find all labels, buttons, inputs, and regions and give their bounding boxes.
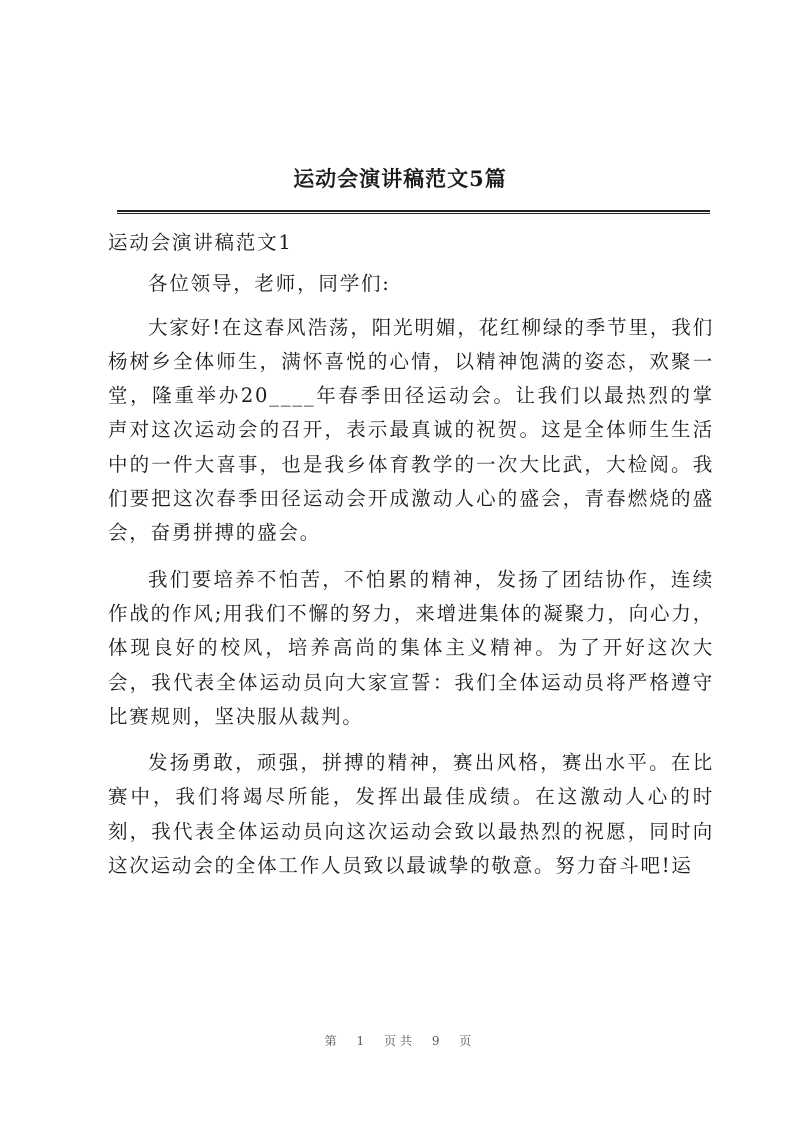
footer-page-label: 第 — [324, 1034, 341, 1048]
document-body — [108, 226, 714, 895]
paragraph: 发扬勇敢，顽强，拼搏的精神，赛出风格，赛出水平。在比赛中，我们将竭尽所能，发挥出最佳成绩。在这激动人心的时刻，我代表全体运动员向这次运动会致以最热烈的祝愿，同时向这次运动会的全体工作人员致以最诚挚的敬意。努力奋斗吧!运 — [108, 751, 714, 878]
footer-current-page: 1 — [356, 1034, 369, 1048]
page-footer — [0, 1032, 800, 1049]
paragraph: 大家好!在这春风浩荡，阳光明媚，花红柳绿的季节里，我们杨树乡全体师生，满怀喜悦的心情，以精神饱满的姿态，欢聚一堂，隆重举办20____年春季田径运动会。让我们以最热烈的掌声对这次运动会的召开，表示最真诚的祝贺。这是全体师生生活中的一件大喜事，也是我乡体育教学的一次大比武，大检阅。我们要把这次春季田径运动会开成激动人心的盛会，青春燃烧的盛会，奋勇拼搏的盛会。 — [108, 315, 714, 545]
document-title: 运动会演讲稿范文5篇 — [293, 166, 507, 191]
title-divider — [117, 210, 710, 214]
footer-total-label: 页共 — [383, 1034, 416, 1048]
paragraph: 我们要培养不怕苦，不怕累的精神，发扬了团结协作，连续作战的作风;用我们不懈的努力，来增进集体的凝聚力，向心力，体现良好的校风，培养高尚的集体主义精神。为了开好这次大会，我代表全体运动员向大家宣誓：我们全体运动员将严格遵守比赛规则，坚决服从裁判。 — [108, 567, 714, 728]
footer-total-pages: 9 — [431, 1034, 444, 1048]
footer-end-label: 页 — [459, 1034, 476, 1048]
salutation: 各位领导，老师，同学们: — [148, 272, 391, 296]
section-heading: 运动会演讲稿范文1 — [108, 231, 293, 254]
